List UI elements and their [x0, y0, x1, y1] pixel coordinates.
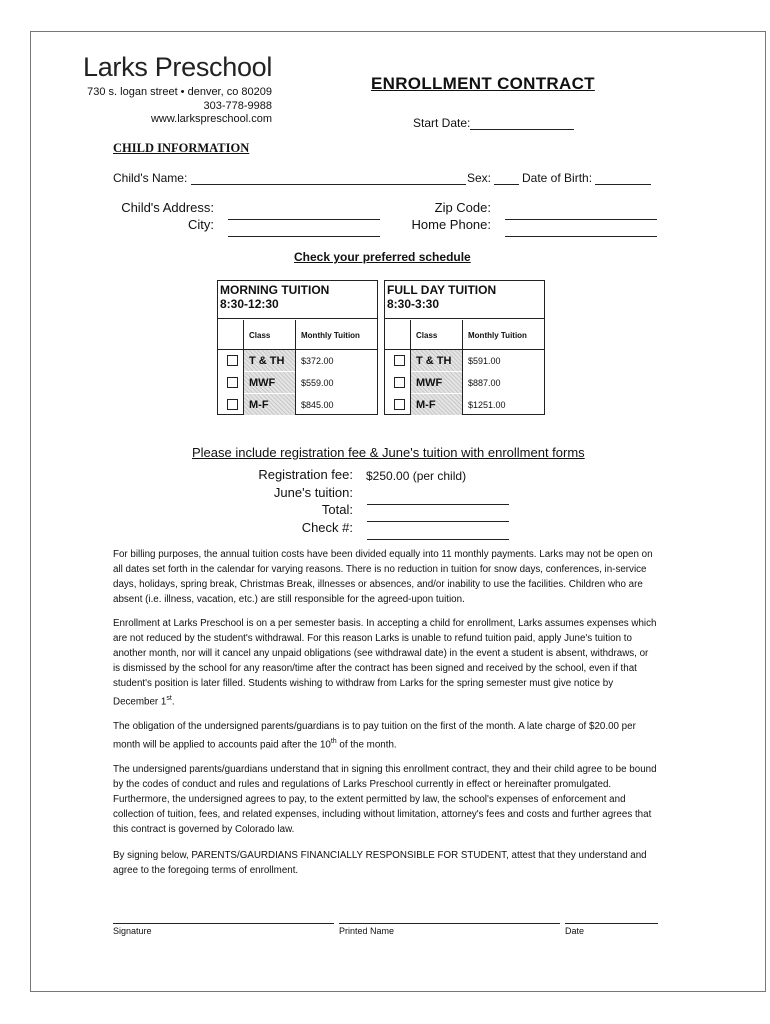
- morning-mwf-checkbox[interactable]: [227, 377, 238, 388]
- date-label: Date: [565, 926, 585, 936]
- full-day-title-line2: 8:30-3:30: [387, 297, 440, 311]
- full-day-mwf-tuition: $887.00: [468, 377, 501, 388]
- morning-mwf-class: MWF: [244, 372, 295, 393]
- child-name-field[interactable]: [113, 171, 466, 185]
- morning-mf-tuition: $845.00: [301, 399, 334, 410]
- printed-name-line[interactable]: [339, 923, 560, 924]
- full-day-table-title: [385, 281, 544, 319]
- printed-name-label: Printed Name: [339, 926, 395, 936]
- check-number-label: Check #:: [301, 520, 353, 535]
- school-address: 730 s. logan street • denver, co 80209: [87, 86, 272, 98]
- morning-table-title: [218, 281, 377, 319]
- morning-mf-checkbox[interactable]: [227, 399, 238, 410]
- full-day-mwf-class: MWF: [411, 372, 462, 393]
- school-website: www.larkspreschool.com: [150, 113, 272, 125]
- morning-tth-checkbox[interactable]: [227, 355, 238, 366]
- registration-note: Please include registration fee & June's tuition with enrollment forms: [192, 445, 585, 460]
- date-line[interactable]: [565, 923, 658, 924]
- morning-mf-class: M-F: [244, 394, 295, 415]
- start-date-field[interactable]: [413, 116, 574, 130]
- total-line[interactable]: [367, 509, 509, 522]
- home-phone-line[interactable]: [505, 224, 657, 237]
- full-day-tth-checkbox[interactable]: [394, 355, 405, 366]
- schedule-heading: Check your preferred schedule: [294, 250, 471, 264]
- signature-label: Signature: [113, 926, 152, 936]
- morning-title-line2: 8:30-12:30: [220, 297, 279, 311]
- attestation-paragraph: By signing below, PARENTS/GAURDIANS FINANCIALLY RESPONSIBLE FOR STUDENT, attest that they understand and agree to the foregoing terms of enrollment.: [113, 850, 647, 876]
- obligation-paragraph: The obligation of the undersigned parents/guardians is to pay tuition on the first of the month. A late charge of $20.00 per month will be applied to accounts paid after the 10th of the month.: [113, 721, 636, 751]
- zip-label: Zip Code:: [434, 200, 491, 215]
- contract-title: ENROLLMENT CONTRACT: [371, 74, 595, 93]
- full-day-tuition-table: [384, 280, 545, 415]
- dob-label: Date of Birth:: [522, 171, 593, 185]
- registration-fee-value: $250.00 (per child): [366, 469, 467, 483]
- sex-line[interactable]: [494, 172, 519, 185]
- agreement-paragraph: The undersigned parents/guardians understand that in signing this enrollment contract, they and their child agree to be bound by the codes of conduct and rules and regulations of Larks Preschool currently in effect or hereinafter promulgated. Furthermore, the undersigned agrees to pay, to the extent permitted by law, the school's expenses of enforcement and collection of tuition, fees, and related expenses, including without limitation, attorney's fees and costs and further agrees that this contract is governed by Colorado law.: [113, 764, 657, 835]
- morning-title-line1: MORNING TUITION: [220, 283, 330, 297]
- full-day-mf-checkbox[interactable]: [394, 399, 405, 410]
- school-name: Larks Preschool: [83, 52, 273, 82]
- signature-line[interactable]: [113, 923, 334, 924]
- dob-field[interactable]: [522, 171, 651, 185]
- morning-tth-tuition: $372.00: [301, 355, 334, 366]
- home-phone-label: Home Phone:: [411, 217, 491, 232]
- dob-line[interactable]: [595, 172, 651, 185]
- full-day-col-tuition: Monthly Tuition: [468, 330, 527, 340]
- morning-tuition-table: [217, 280, 378, 415]
- child-address-label: Child's Address:: [121, 200, 214, 215]
- city-label: City:: [188, 217, 214, 232]
- school-phone: 303-778-9988: [203, 100, 272, 112]
- full-day-mwf-checkbox[interactable]: [394, 377, 405, 388]
- morning-tth-class: T & TH: [244, 350, 295, 371]
- morning-col-tuition: Monthly Tuition: [301, 330, 360, 340]
- registration-fee-label: Registration fee:: [258, 467, 353, 482]
- check-number-line[interactable]: [367, 527, 509, 540]
- child-info-heading: CHILD INFORMATION: [113, 141, 250, 155]
- full-day-tth-tuition: $591.00: [468, 355, 501, 366]
- full-day-mf-tuition: $1251.00: [468, 399, 506, 410]
- full-day-title-line1: FULL DAY TUITION: [387, 283, 497, 297]
- child-name-label: Child's Name:: [113, 171, 188, 185]
- sex-field[interactable]: [467, 171, 519, 185]
- total-label: Total:: [321, 502, 353, 517]
- city-line[interactable]: [228, 224, 380, 237]
- morning-mwf-tuition: $559.00: [301, 377, 334, 388]
- start-date-label: Start Date:: [413, 116, 471, 130]
- full-day-tth-class: T & TH: [411, 350, 462, 371]
- sex-label: Sex:: [467, 171, 492, 185]
- full-day-col-class: Class: [416, 330, 438, 340]
- morning-col-class: Class: [249, 330, 271, 340]
- full-day-mf-class: M-F: [411, 394, 462, 415]
- june-tuition-label: June's tuition:: [273, 485, 353, 500]
- child-name-line[interactable]: [191, 172, 466, 185]
- billing-paragraph: For billing purposes, the annual tuition costs have been divided equally into 11 monthly payments. Larks may not be open on all dates set forth in the calendar for varying reasons. There is no reduction in tuition for snow days, conferences, in-service days, holidays, spring break, Christmas Break, illnesses or absences, and/or inability to use the facilities. Children who are absent (i.e. illness, vacation, etc.) are still responsible for the agreed-upon tuition.: [113, 549, 653, 605]
- start-date-line[interactable]: [470, 117, 574, 130]
- enrollment-paragraph: Enrollment at Larks Preschool is on a per semester basis. In accepting a child for enrollment, Larks assumes expenses which are not reduced by the student's withdrawal. For this reason Larks is unable to refund tuition paid, apply June's tuition to another month, nor will it cancel any unpaid obligations (see withdrawal date) in the event a student is absent, withdraws, or is dismissed by the school for any reason/time after the contract has been signed and received by the school, even if that student's position is later filled. Students wishing to withdraw from Larks for the spring semester must give notice by December 1st.: [113, 618, 657, 708]
